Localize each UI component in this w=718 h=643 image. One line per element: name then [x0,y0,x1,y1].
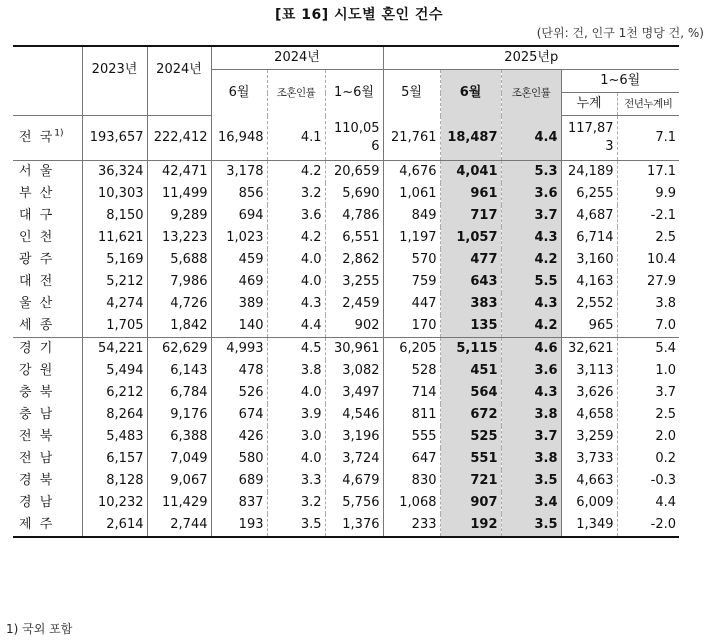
cell: -0.3 [617,470,679,492]
cell: 837 [211,492,267,514]
cell: 3,255 [325,271,383,293]
cell: 6,784 [147,382,211,404]
cell: 9,067 [147,470,211,492]
cell: 4.3 [501,293,561,315]
cell: 1,023 [211,227,267,249]
table-row [13,249,679,271]
cell: 469 [211,271,267,293]
cell: 9.9 [617,183,679,205]
cell: 2.5 [617,227,679,249]
cell: 5,212 [82,271,147,293]
table-row [13,404,679,426]
table-row [13,315,679,338]
cell: 3.0 [267,426,325,448]
region-name: 울 산 [13,293,82,315]
cell: 54,221 [82,338,147,361]
region-name: 인 천 [13,227,82,249]
cell: 4,041 [440,161,501,184]
col-2023: 2023년 [82,46,147,93]
cell: 3,733 [561,448,617,470]
cell: 24,189 [561,161,617,184]
cell: 2,614 [82,514,147,537]
cell: 525 [440,426,501,448]
cell: 1,057 [440,227,501,249]
cell: 477 [440,249,501,271]
cell: 4,679 [325,470,383,492]
cell: 5.3 [501,161,561,184]
cell: 721 [440,470,501,492]
cell: -2.1 [617,205,679,227]
cell: 3,724 [325,448,383,470]
cell: 27.9 [617,271,679,293]
cell: 6,009 [561,492,617,514]
col-2025-h1: 1~6월 [561,70,679,93]
cell: 528 [411,363,437,378]
group-2025: 2025년p [383,46,679,70]
col-2024-rate: 조혼인률 [267,70,325,116]
cell: 1,061 [399,186,437,201]
total-row: 전 국$^{1)}$ 193,657 222,412 16,948 4.1 110,05 6 21,761 18,487 4.4 117,87 3 7.1 [13,116,679,161]
col-2025-jun: 6월 [440,70,501,116]
cell: 2,744 [147,514,211,537]
cell: 30,961 [325,338,383,361]
cell: 13,223 [147,227,211,249]
region-name: 충 남 [13,404,82,426]
cell: 5,483 [82,426,147,448]
cell: 11,429 [147,492,211,514]
cell: 9,289 [147,205,211,227]
cell: 4.4 [617,492,679,514]
cell: 170 [383,315,440,338]
region-name: 강 원 [13,360,82,382]
cell: 4,676 [399,164,437,179]
cell: 4.3 [267,293,325,315]
cell: 8,264 [82,404,147,426]
cell: 830 [411,473,437,488]
cell: 4.2 [501,315,561,338]
cell: 4.0 [267,249,325,271]
region-name: 세 종 [13,315,82,338]
cell: 4.0 [267,382,325,404]
table-row [13,360,679,382]
cell: 135 [440,315,501,338]
cell: 4.0 [267,271,325,293]
cell: 3.7 [501,205,561,227]
cell: 447 [411,296,437,311]
cell: 451 [440,360,501,382]
region-name: 제 주 [13,514,82,537]
cell: 714 [411,385,437,400]
col-yoy: 전년누계비 [617,93,679,116]
cell: 36,324 [82,161,147,184]
table-title: [표 16] 시도별 혼인 건수 [275,7,443,23]
cell: 5.5 [501,271,561,293]
cell: 6,714 [561,227,617,249]
table-row [13,271,679,293]
cell: 907 [440,492,501,514]
cell: 1.0 [617,360,679,382]
cell: 4,163 [561,271,617,293]
cell: 3.9 [267,404,325,426]
cell: 8,150 [82,205,147,227]
header-row-1 [13,46,679,70]
cell: 694 [211,205,267,227]
cell: 564 [440,382,501,404]
cell: 1,068 [399,495,437,510]
cell: 62,629 [147,338,211,361]
cell: 6,255 [561,183,617,205]
cell: 2.0 [617,426,679,448]
cell: 389 [211,293,267,315]
cell: 0.2 [617,448,679,470]
cell: 17.1 [617,161,679,184]
cell: 3.4 [501,492,561,514]
cell: 1,376 [325,514,383,537]
cell: 3.2 [267,183,325,205]
region-name: 광 주 [13,249,82,271]
cell: 3.5 [267,514,325,537]
region-name: 경 기 [13,338,82,361]
table-row [13,382,679,404]
cell: 3,113 [561,360,617,382]
region-name: 경 북 [13,470,82,492]
cell: 193 [211,514,267,537]
cell: 7.0 [617,315,679,338]
col-2024: 2024년 [147,46,211,93]
cell: 5,688 [147,249,211,271]
cell: 849 [411,208,437,223]
region-name: 대 구 [13,205,82,227]
cell: 10,232 [82,492,147,514]
cell: 192 [440,514,501,537]
cell: 5,690 [325,183,383,205]
cell: 4,993 [211,338,267,361]
region-name: 전 북 [13,426,82,448]
cell: 11,621 [82,227,147,249]
cell: 1,197 [399,230,437,245]
cell: 478 [211,360,267,382]
cell: 4,786 [325,205,383,227]
cell: 1,349 [561,514,617,537]
table-row [13,470,679,492]
cell: 4,546 [325,404,383,426]
cell: 4,274 [82,293,147,315]
table-row [13,426,679,448]
cell: 2,459 [325,293,383,315]
region-name: 서 울 [13,161,82,184]
group-2024: 2024년 [211,46,383,70]
cell: 3,196 [325,426,383,448]
cell: 140 [211,315,267,338]
col-2024-jun: 6월 [211,70,267,116]
cell: 555 [411,429,437,444]
table-row [13,514,679,537]
col-cum: 누계 [561,93,617,116]
cell: 5,115 [440,338,501,361]
cell: 10.4 [617,249,679,271]
cell: 9,176 [147,404,211,426]
cell: 570 [411,252,437,267]
footnote: 1) 국외 포함 [6,622,73,636]
cell: 965 [561,315,617,338]
cell: 32,621 [561,338,617,361]
cell: 4.4 [267,315,325,338]
cell: 4.0 [267,448,325,470]
cell: 1,705 [82,315,147,338]
cell: 7,049 [147,448,211,470]
region-header [13,46,82,93]
cell: 811 [411,407,437,422]
cell: 7,986 [147,271,211,293]
cell: 4,687 [561,205,617,227]
table-row [13,161,679,184]
cell: 3,626 [561,382,617,404]
cell: 3.7 [617,382,679,404]
cell: 3.8 [617,293,679,315]
cell: 3,082 [325,360,383,382]
cell: 6,551 [325,227,383,249]
cell: 4.6 [501,338,561,361]
region-name: 부 산 [13,183,82,205]
region-name: 대 전 [13,271,82,293]
table-row [13,492,679,514]
unit-label: (단위: 건, 인구 1천 명당 건, %) [536,26,704,40]
col-2025-may: 5월 [401,84,422,100]
cell: 6,388 [147,426,211,448]
col-2025-rate: 조혼인률 [501,70,561,116]
cell: 3,178 [211,161,267,184]
cell: 5,756 [325,492,383,514]
cell: 3.8 [501,448,561,470]
cell: 3,160 [561,249,617,271]
cell: 3.6 [501,183,561,205]
cell: 383 [440,293,501,315]
table-row [13,448,679,470]
cell: 580 [211,448,267,470]
cell: 2,552 [561,293,617,315]
cell: 3.5 [501,470,561,492]
cell: 3.6 [501,360,561,382]
region-name: 전 남 [13,448,82,470]
cell: 459 [211,249,267,271]
region-name: 전 국$^{1)}$ [13,116,82,161]
cell: 856 [211,183,267,205]
cell: 4.2 [267,227,325,249]
cell: 426 [211,426,267,448]
cell: 5,169 [82,249,147,271]
cell: 8,128 [82,470,147,492]
cell: 3.8 [501,404,561,426]
cell: 4,658 [561,404,617,426]
cell: 1,842 [147,315,211,338]
cell: 6,205 [399,341,437,356]
cell: 2.5 [617,404,679,426]
cell: 6,143 [147,360,211,382]
cell: 3.8 [267,360,325,382]
cell: 4.3 [501,227,561,249]
table-row [13,183,679,205]
cell: 3.3 [267,470,325,492]
cell: 5.4 [617,338,679,361]
cell: 526 [211,382,267,404]
marriage-table [13,45,679,538]
cell: -2.0 [617,514,679,537]
cell: 643 [440,271,501,293]
cell: 551 [440,448,501,470]
cell: 233 [383,514,440,537]
cell: 3.7 [501,426,561,448]
cell: 4,726 [147,293,211,315]
cell: 902 [325,315,383,338]
table-row [13,293,679,315]
cell: 674 [211,404,267,426]
cell: 3.5 [501,514,561,537]
cell: 689 [211,470,267,492]
cell: 4.5 [267,338,325,361]
cell: 3,259 [561,426,617,448]
col-2024-h1: 1~6월 [325,70,383,116]
cell: 3,497 [325,382,383,404]
cell: 6,212 [82,382,147,404]
cell: 3.6 [267,205,325,227]
cell: 672 [440,404,501,426]
cell: 42,471 [147,161,211,184]
cell: 717 [440,205,501,227]
region-name: 충 북 [13,382,82,404]
cell: 6,157 [82,448,147,470]
cell: 11,499 [147,183,211,205]
cell: 20,659 [325,161,383,184]
cell: 647 [411,451,437,466]
cell: 961 [440,183,501,205]
cell: 10,303 [82,183,147,205]
cell: 4.3 [501,382,561,404]
region-name: 경 남 [13,492,82,514]
cell: 759 [411,274,437,289]
table-row [13,205,679,227]
cell: 5,494 [82,360,147,382]
table-row [13,338,679,361]
cell: 4.2 [267,161,325,184]
cell: 4,663 [561,470,617,492]
cell: 3.2 [267,492,325,514]
cell: 4.2 [501,249,561,271]
cell: 2,862 [325,249,383,271]
table-row [13,227,679,249]
